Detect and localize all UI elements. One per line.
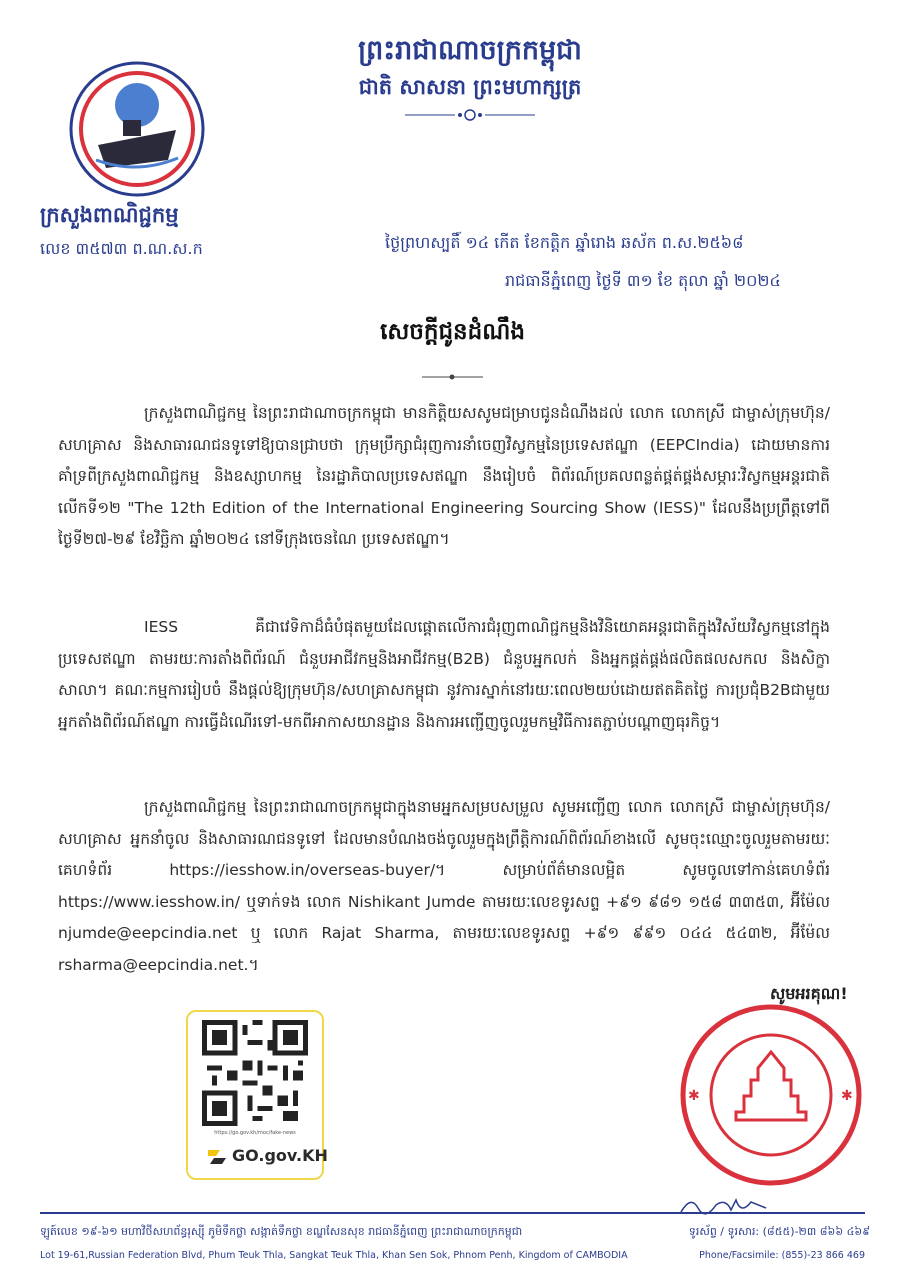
title-divider bbox=[420, 372, 485, 382]
ministry-logo-icon bbox=[68, 60, 206, 198]
footer-address-kh: ឡូត៍លេខ ១៩-៦១ មហាវិថីសហព័ន្ធរុស្ស៊ី ភូមិទឹកថ្លា សង្កាត់ទឹកថ្លា ខណ្ឌសែនសុខ រាជធានីភ្នំពេញ ព្រះរាជាណាចក្រកម្ពុជា bbox=[40, 1225, 523, 1238]
footer-phone-kh: ទូរស័ព្ទ / ទូរសារ: (៨៥៥)-២៣ ៨៦៦ ៤៦៩ bbox=[688, 1225, 870, 1238]
body-paragraph-1 bbox=[58, 398, 830, 556]
body-paragraph-2 bbox=[58, 612, 830, 738]
go-gov-brand: GO.gov.KH bbox=[232, 1146, 328, 1165]
signature-icon bbox=[676, 1190, 776, 1220]
footer-phone-en: Phone/Facsimile: (855)-23 866 469 bbox=[699, 1250, 865, 1261]
svg-text:✱: ✱ bbox=[688, 1088, 700, 1104]
kingdom-heading: ព្រះរាជាណាចក្រកម្ពុជា bbox=[358, 35, 582, 66]
qr-code-icon bbox=[202, 1020, 308, 1126]
qr-card[interactable] bbox=[186, 1010, 328, 1180]
footer-address-en: Lot 19-61,Russian Federation Blvd, Phum Teuk Thla, Sangkat Teuk Thla, Khan Sen Sok, Phnom Penh, Kingdom of CAMBODIA bbox=[40, 1250, 628, 1261]
ministry-name: ក្រសួងពាណិជ្ជកម្ម bbox=[40, 203, 179, 227]
body-paragraph-3 bbox=[58, 792, 830, 981]
national-motto: ជាតិ សាសនា ព្រះមហាក្សត្រ bbox=[358, 75, 582, 99]
footer-divider bbox=[40, 1212, 865, 1214]
solar-date: រាជធានីភ្នំពេញ ថ្ងៃទី ៣១ ខែ តុលា ឆ្នាំ ២០២៤ bbox=[505, 271, 781, 290]
page-title: សេចក្តីជូនដំណឹង bbox=[380, 319, 525, 345]
ornament-divider bbox=[400, 108, 540, 122]
paragraph-text: IESS គឺជាវេទិកាដ៏ធំបំផុតមួយដែលផ្តោតលើការជំរុញពាណិជ្ជកម្មនិងវិនិយោគអន្តរជាតិក្នុងវិស័យវិស្វកម្មនៅក្នុងប្រទេសឥណ្ឌា តាមរយៈការតាំងពិព័រណ៍ ជំនួបអាជីវកម្មនិងអាជីវកម្ម(B2B) ជំនួបអ្នកលក់ និងអ្នកផ្គត់ផ្គង់ផលិតផលសកល និងសិក្ខាសាលា។ គណៈកម្មការរៀបចំ នឹងផ្តល់ឱ្យក្រុមហ៊ុន/សហគ្រាសកម្ពុជា នូវការស្នាក់នៅរយៈពេល២យប់ដោយឥតគិតថ្លៃ ការប្រជុំB2Bជាមួយអ្នកតាំងពិព័រណ៍ឥណ្ឌា ការធ្វើដំណើរទៅ-មកពីអាកាសយានដ្ឋាន និងការអញ្ជើញចូលរួមកម្មវិធីការតភ្ជាប់បណ្តាញធុរកិច្ច។ bbox=[58, 618, 830, 731]
paragraph-text: ក្រសួងពាណិជ្ជកម្ម នៃព្រះរាជាណាចក្រកម្ពុជា មានកិត្តិយសសូមជម្រាបជូនដំណឹងដល់ លោក លោកស្រី ជាម្ចាស់ក្រុមហ៊ុន/សហគ្រាស និងសាធារណជនទូទៅឱ្យបានជ្រាបថា ក្រុមប្រឹក្សាជំរុញការនាំចេញវិស្វកម្មនៃប្រទេសឥណ្ឌា (EEPCIndia) ដោយមានការគាំទ្រពីក្រសួងពាណិជ្ជកម្ម និងឧស្សាហកម្ម នៃរដ្ឋាភិបាលប្រទេសឥណ្ឌា នឹងរៀបចំ ពិព័រណ៍ប្រគលពន្លត់ផ្គត់ផ្គង់សម្ភារៈវិស្វកម្មអន្តរជាតិ លើកទី១២ "The 12th Edition of the International Engineering Sourcing Show (IESS)" ដែលនឹងប្រព្រឹត្តទៅពីថ្ងៃទី២៧-២៩ ខែវិច្ឆិកា ឆ្នាំ២០២៤ នៅទីក្រុងចេនណៃ ប្រទេសឥណ្ឌា។ bbox=[58, 404, 830, 548]
closing-thanks: សូមអរគុណ! bbox=[770, 984, 848, 1003]
lunar-date: ថ្ងៃព្រហស្បតិ៍ ១៤ កើត ខែកត្តិក ឆ្នាំរោង ឆស័ក ព.ស.២៥៦៨ bbox=[385, 233, 744, 252]
official-seal-icon bbox=[676, 1000, 866, 1190]
reference-number: លេខ ៣៥៧៣ ព.ណ.ស.ក bbox=[40, 239, 203, 258]
svg-text:✱: ✱ bbox=[841, 1088, 853, 1104]
qr-url: https://go.gov.kh/moc/fake-news bbox=[214, 1130, 296, 1136]
go-gov-logo-icon bbox=[206, 1146, 228, 1168]
paragraph-text: ក្រសួងពាណិជ្ជកម្ម នៃព្រះរាជាណាចក្រកម្ពុជាក្នុងនាមអ្នកសម្របសម្រួល សូមអញ្ជើញ លោក លោកស្រី ជាម្ចាស់ក្រុមហ៊ុន/សហគ្រាស អ្នកនាំចូល និងសាធារណជនទូទៅ ដែលមានបំណងចង់ចូលរួមក្នុងព្រឹត្តិការណ៍ពិព័រណ៍ខាងលើ សូមចុះឈ្មោះចូលរួមតាមរយៈគេហទំព័រ https://iesshow.in/overseas-buyer/។ សម្រាប់ព័ត៌មានលម្អិត សូមចូលទៅកាន់គេហទំព័រ https://www.iesshow.in/ ឬទាក់ទង លោក Nishikant Jumde តាមរយៈលេខទូរសព្ទ +៩១ ៩៨១ ១៥៨ ៣៣៥៣, អ៊ីម៉ែល njumde@eepcindia.net ឬ លោក Rajat Sharma, តាមរយៈលេខទូរសព្ទ +៩១ ៩៩១ ០៤៤ ៥៤៣២, អ៊ីម៉ែល rsharma@eepcindia.net.។ bbox=[58, 798, 830, 974]
